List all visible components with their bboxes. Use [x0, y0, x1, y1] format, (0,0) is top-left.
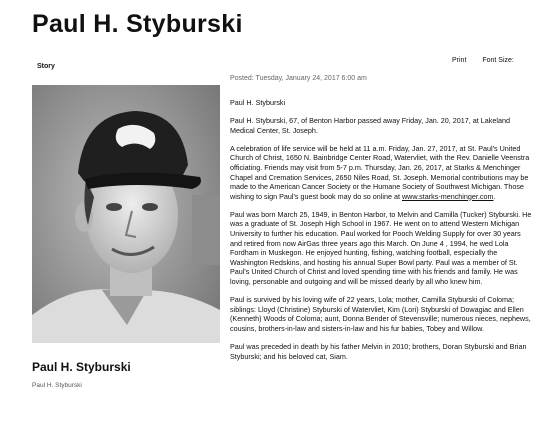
print-button[interactable]: Print: [452, 57, 467, 64]
paragraph-preceded-in-death: Paul was preceded in death by his father Melvin in 2010; brothers, Doran Styburski and Brian Styburski; and his beloved cat, Siam.: [230, 341, 527, 361]
guest-book-link[interactable]: www.starks-menchinger.com: [401, 191, 494, 201]
photo-caption-name: Paul H. Styburski: [32, 360, 131, 374]
portrait-photo: [32, 85, 220, 343]
paragraph-survivors: Paul is survived by his loving wife of 22 years, Lola; mother, Camilla Styburski of Coloma; siblings: Lloyd (Christine) Styburski of Watervliet, Kim (Lori) Styburski of Dowagiac and Ellen (Kenneth) Woods of Coloma; aunt, Donna Bender of Stevensville; numerous nieces, nephews, cousins, brothers-in-law and sisters-in-law and his fur babies, Tobey and Willow.: [230, 295, 531, 333]
service-details-end: .: [493, 191, 496, 201]
paragraph-service-details: [230, 144, 532, 202]
font-size-control[interactable]: Font Size:: [482, 57, 514, 64]
portrait-photo-image: [32, 85, 220, 343]
paragraph-death-notice: Paul H. Styburski, 67, of Benton Harbor passed away Friday, Jan. 20, 2017, at Lakeland Medical Center, St. Joseph.: [230, 116, 510, 135]
article-tools: [452, 57, 514, 64]
article-heading: Paul H. Styburski: [230, 98, 286, 107]
page-title: Paul H. Styburski: [32, 10, 243, 38]
photo-caption-subtitle: Paul H. Styburski: [32, 382, 82, 389]
paragraph-biography: Paul was born March 25, 1949, in Benton Harbor, to Melvin and Camilla (Tucker) Styburski. He was a graduate of St. Joseph High School in 1967. He went on to attend Western Michigan University to further his education. Paul worked for Pooch Welding Supply for over 30 years and retired from now AirGas three years ago this March. On June 4 , 1994, he wed Lola Fordham in Muskegon. He enjoyed hunting, fishing, watching football, especially the Washington Redskins, and hosting his annual Super Bowl party. Paul was a member of St. Paul's United Church of Christ and loved spending time with his friends and family. He was loving, personable and outgoing and will be missed dearly by all who knew him.: [230, 209, 532, 286]
article-body: [230, 98, 532, 370]
service-details-text: A celebration of life service will be held at 11 a.m. Friday, Jan. 27, 2017, at St. Paul's United Church of Christ, 1650 N. Bainbridge Center Road, Watervliet, with the Rev. Danielle Veenstra officiating. Friends may visit from 5-7 p.m. Thursday, Jan. 26, 2017, at Starks & Menchinger Chapel and Cremation Services, 2650 Niles Road, St. Joseph. Memorial contributions may be made to the American Cancer Society or the Humane Society of Southwest Michigan. Those wishing to sign Paul's guest book may do so online at: [230, 143, 530, 201]
story-tab[interactable]: Story: [37, 63, 55, 70]
posted-date: Posted: Tuesday, January 24, 2017 6:00 am: [230, 75, 367, 82]
